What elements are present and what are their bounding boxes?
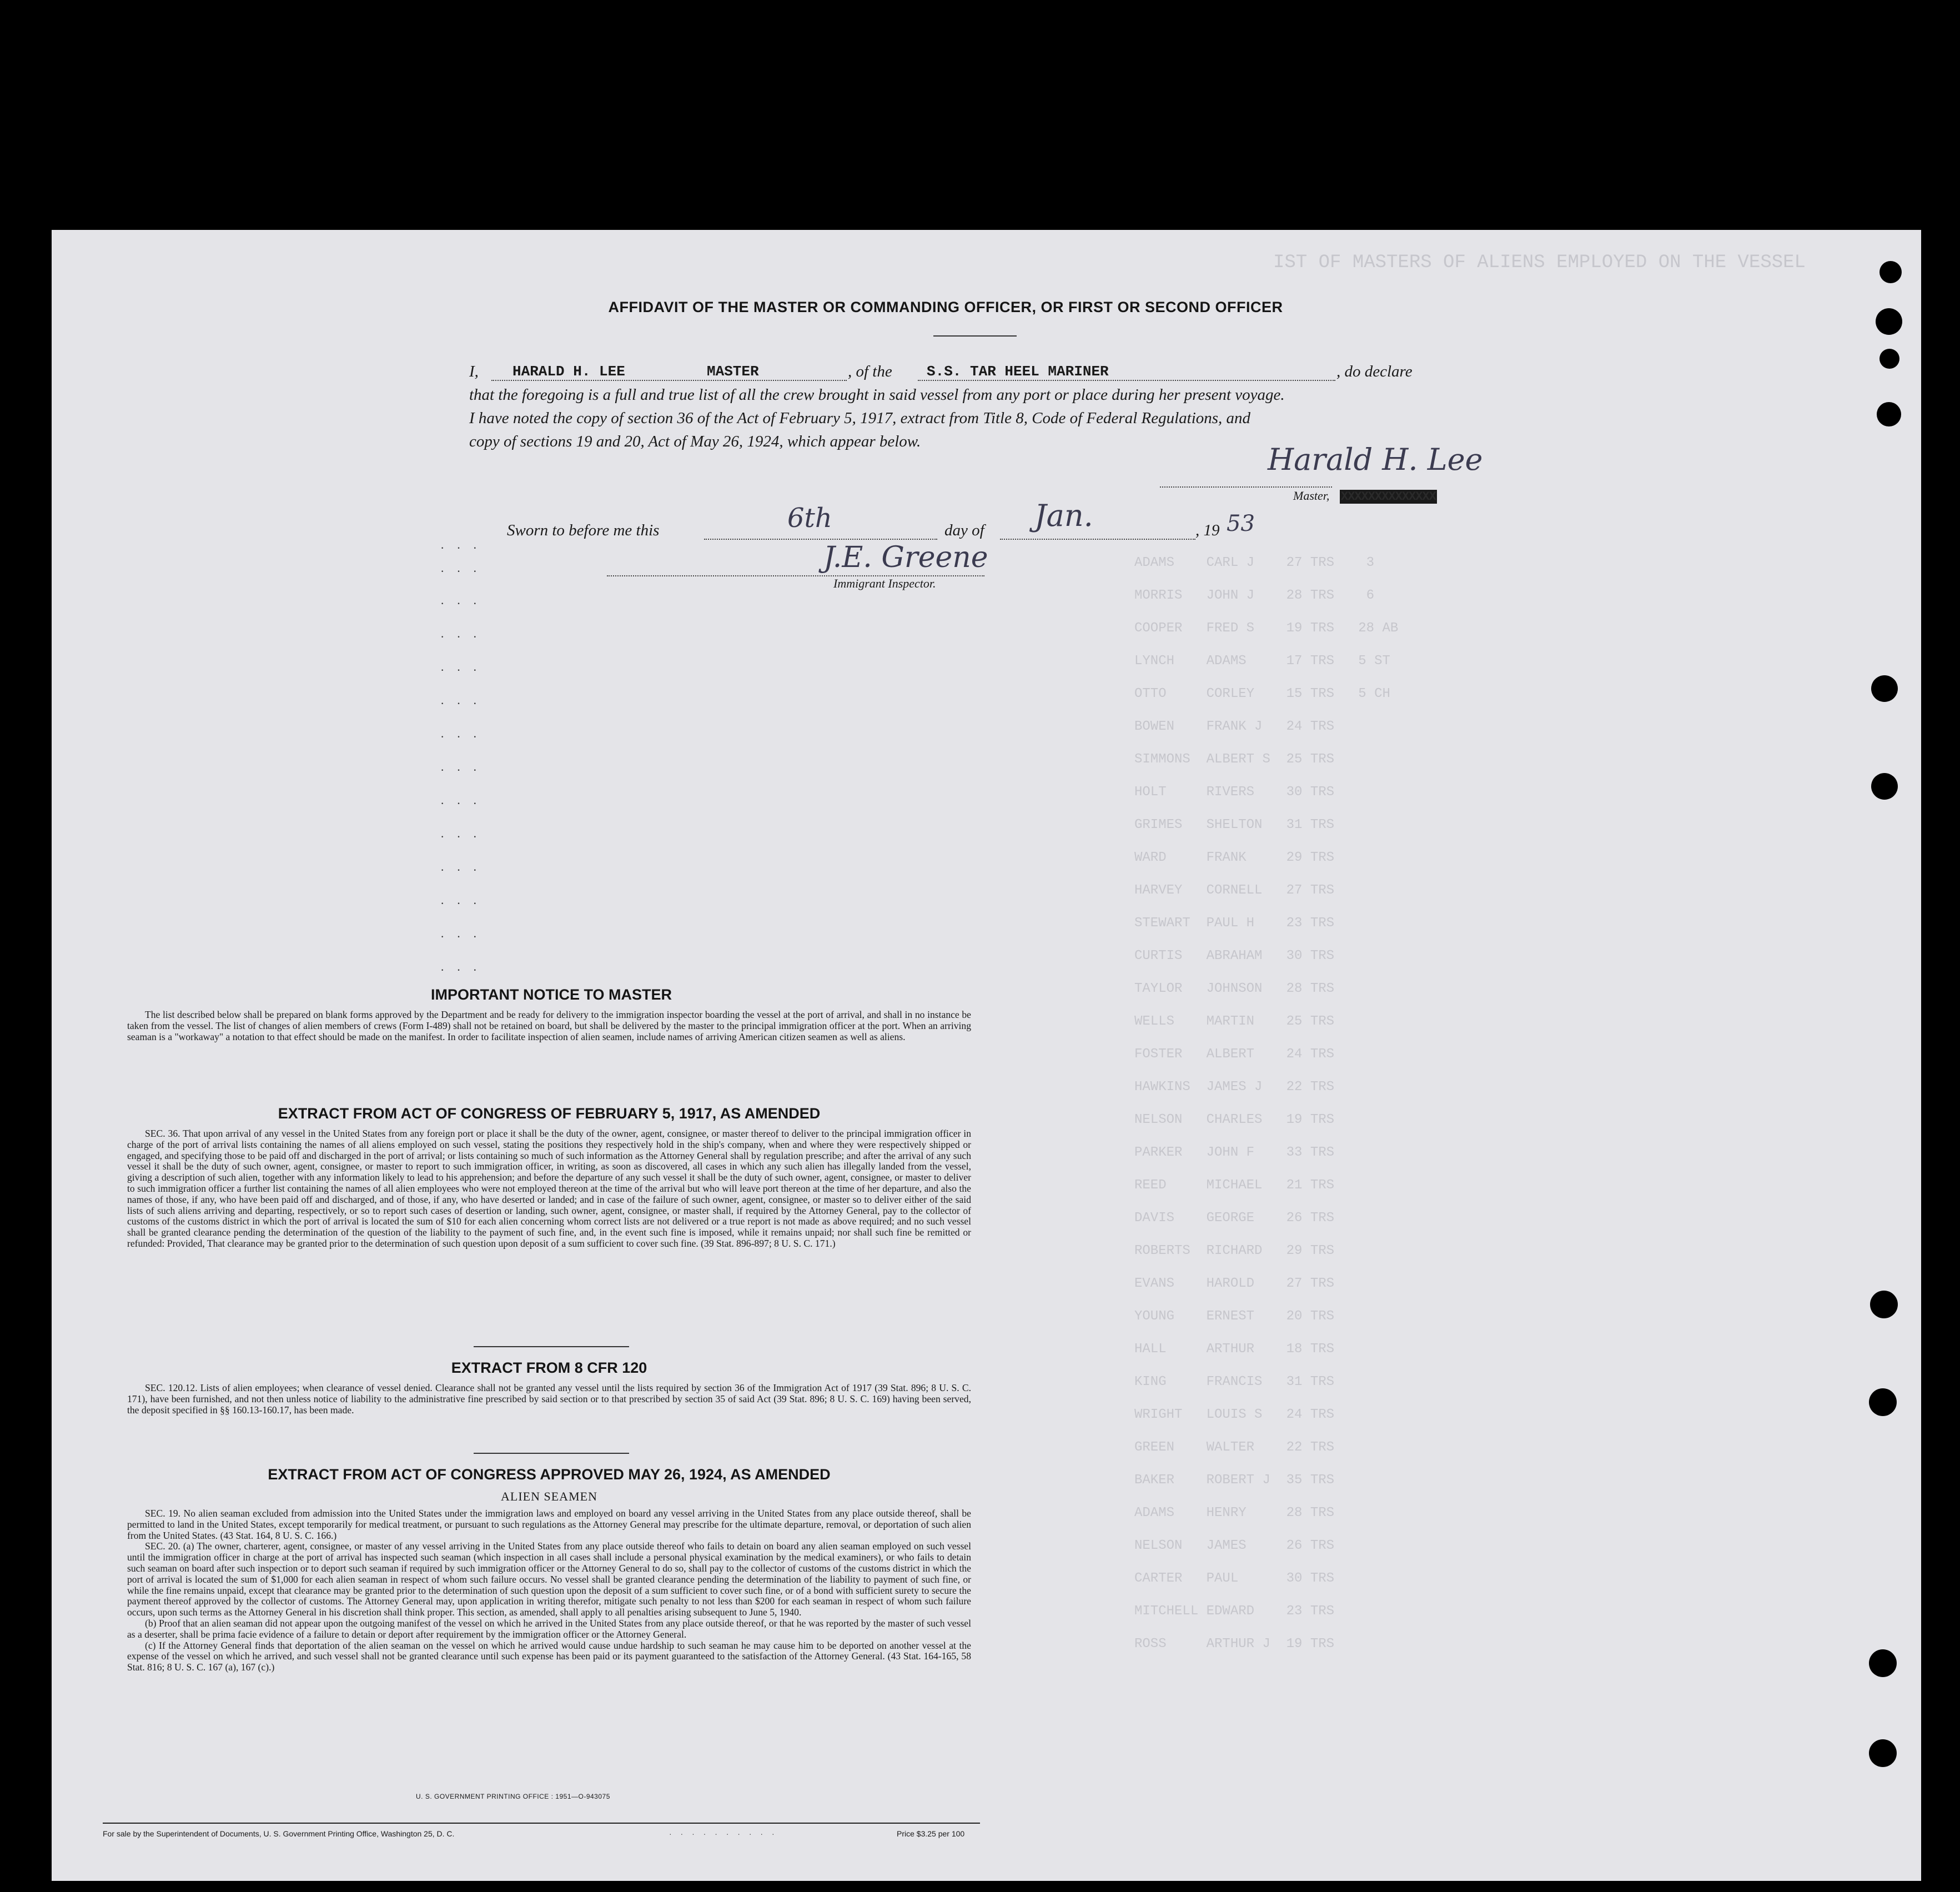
section-20a: SEC. 20. (a) The owner, charterer, agent, consignee, or master of any vessel arriving in the United States from any place outside thereof who fails to detain on board any alien seaman employed on such vessel until the immigration officer in charge at the port of arrival has inspected such seaman (which inspection in all cases shall include a personal physical examination by the medical examiners), or who fails to detain such seaman on board after such inspection or to deport such seaman if required by such immigration officer or the Attorney General to do so, shall pay to the collector of customs of the customs district in which the port of arrival is located the sum of $1,000 for each alien seaman in respect of whom such failure occurs. No vessel shall be granted clearance pending the determination of the liability to payment of such fine, or while the fine remains unpaid, except that clearance may be granted prior to the determination of such question upon the deposit of a sum sufficient to cover such fine, or of a bond with sufficient surety to secure the payment thereof approved by the collector of customs. The Attorney General may, upon application in writing therefor, mitigate such penalty to not less than $200 for each seaman in respect of whom such failure occurs, upon such terms as the Attorney General in his discretion shall think proper. This section, as amended, shall apply to all penalties arising subsequent to June 5, 1940. (127, 1540, 971, 1618)
punch-hole (1877, 402, 1901, 426)
year-value: 53 (1227, 511, 1255, 536)
section-20b: (b) Proof that an alien seaman did not appear upon the outgoing manifest of the vessel on which he arrived in the United States from any place outside thereof, or that he was reported by the master of such vessel as a deserter, shall be prima facie evidence of a failure to detain or deport after requirement by the immigration officer or the Attorney General. (127, 1617, 971, 1640)
section-20c: (c) If the Attorney General finds that deportation of the alien seaman on the vessel on which he arrived would cause undue hardship to such seaman he may cause him to be deported on another vessel at the expense of the vessel on which he arrived, and such vessel shall not be granted clearance until such expense has been paid or its payment guaranteed to the satisfaction of the Attorney General. (43 Stat. 164-165, 58 Stat. 816; 8 U. S. C. 167 (a), 167 (c).) (127, 1639, 971, 1673)
day-value: 6th (787, 503, 832, 534)
notice-paragraph: The list described below shall be prepared on blank forms approved by the Department and be ready for delivery to the immigration inspector boarding the vessel at the port of arrival, and shall in no instance be taken from the vessel. The list of changes of alien members of crews (Form I-489) shall not be retained on board, but shall be delivered by the master to the principal immigration officer at the port. When an arriving seaman is a "workaway" a notation to that effect should be made on the manifest. In order to facilitate inspection of alien seamen, include names of arriving American citizen seamen as well as aliens. (127, 1009, 971, 1042)
divider-1 (474, 1346, 629, 1347)
divider-2 (474, 1453, 629, 1454)
bleed-through-text: IST OF MASTERS OF ALIENS EMPLOYED ON THE VESSEL (1273, 252, 1806, 273)
master-label: Master, (1293, 489, 1330, 503)
of-the-label: , of the (848, 363, 892, 380)
vessel-name: S.S. TAR HEEL MARINER (927, 363, 1109, 380)
day-line (704, 539, 937, 540)
affidavit-title: AFFIDAVIT OF THE MASTER OR COMMANDING OFFICER, OR FIRST OR SECOND OFFICER (608, 299, 1283, 315)
month-value: Jan. (1034, 498, 1093, 533)
for-sale-note: For sale by the Superintendent of Documents, U. S. Government Printing Office, Washington 25, D. C. (103, 1829, 455, 1838)
punch-hole (1871, 675, 1898, 702)
punch-hole (1879, 349, 1899, 369)
sworn-label: Sworn to before me this (507, 521, 660, 539)
i-label: I, (469, 363, 479, 380)
affidavit-line-1 (469, 360, 1580, 385)
notice-text (127, 1010, 971, 1042)
punch-hole (1871, 773, 1898, 800)
month-line (1000, 539, 1195, 540)
extract-1917-text (127, 1128, 971, 1249)
master-rank: MASTER (707, 363, 759, 380)
section-19: SEC. 19. No alien seaman excluded from admission into the United States under the immigration laws and employed on board any vessel arriving in the United States from any place outside thereof, shall be permitted to land in the United States, except temporarily for medical treatment, or pursuant to such regulations as the Attorney General may prescribe for the ultimate departure, removal, or deportation of such alien from the United States. (43 Stat. 164, 8 U. S. C. 166.) (127, 1508, 971, 1541)
price-note: Price $3.25 per 100 (897, 1829, 965, 1838)
signature-line (1160, 486, 1332, 488)
punch-hole (1879, 261, 1902, 283)
punch-hole (1870, 1291, 1898, 1318)
extract-8cfr-title: EXTRACT FROM 8 CFR 120 (451, 1359, 647, 1376)
punch-hole (1869, 1388, 1897, 1416)
extract-1924-text (127, 1508, 971, 1673)
inspector-signature: J.E. Greene (823, 541, 988, 574)
day-of-label: day of (944, 521, 984, 539)
extract-1917-title: EXTRACT FROM ACT OF CONGRESS OF FEBRUARY 5, 1917, AS AMENDED (278, 1105, 821, 1122)
footer-rule (103, 1823, 980, 1824)
gpo-imprint: U. S. GOVERNMENT PRINTING OFFICE : 1951—O-943075 (416, 1793, 610, 1800)
struck-title: XXXXXXXXXXXXXX (1341, 490, 1436, 504)
affidavit-line-4: copy of sections 19 and 20, Act of May 26, 1924, which appear below. (469, 433, 921, 450)
section-36: SEC. 36. That upon arrival of any vessel in the United States from any foreign port or place it shall be the duty of the owner, agent, consignee, or master thereof to deliver to the principal immigration officer in charge of the port of arrival lists containing the names of all aliens employed on such vessel, stating the positions they respectively hold in the ship's company, when and where they were respectively shipped or engaged, and specifying those to be paid off and discharged in the port of arrival; or lists containing so much of such information as the Attorney General shall by regulation prescribe; and after the arrival of any such vessel it shall be the duty of such owner, agent, consignee, or master to report to such immigration officer, in writing, as soon as discovered, all cases in which any such alien has illegally landed from the vessel, giving a description of such alien, together with any information likely to lead to his apprehension; and before the departure of any such vessel it shall be the duty of such owner, agent, consignee, or master to deliver to such immigration officer a further list containing the names of all alien employees who were not employed thereon at the time of the arrival but who will leave port thereon at the time of her departure, and also the names of those, if any, who have been paid off and discharged, and of those, if any, who have deserted or landed; and in case of the failure of such owner, agent, consignee, or master so to deliver either of the said lists of such aliens arriving and departing, respectively, or so to report such cases of desertion or landing, such owner, agent, consignee, or master shall, if required by the Attorney General, pay to the collector of customs of the customs district in which the port of arrival is located the sum of $10 for each alien concerning whom correct lists are not delivered or a true report is not made as above required; and no such vessel shall be granted clearance pending the determination of the question of the liability to the payment of such fine, and, in the event such fine is imposed, while it remains unpaid; nor shall such fine be remitted or refunded: Provided, That clearance may be granted prior to the determination of such question upon deposit of a sum sufficient to cover such fine. (39 Stat. 896-897; 8 U. S. C. 171.) (127, 1128, 971, 1249)
inspector-label: Immigrant Inspector. (833, 576, 936, 590)
notice-title: IMPORTANT NOTICE TO MASTER (431, 986, 672, 1003)
bleed-through-rows: ADAMS CARL J 27 TRS 3 MORRIS JOHN J 28 TRS 6 COOPER FRED S 19 TRS 28 AB LYNCH ADAMS 17 TRS 5 ST OTTO CORLEY 15 TRS 5 CH BOWEN FRANK J 24 TRS SIMMONS ALBERT S 25 TRS HOLT RIVERS 30 TRS GRIMES SHELTON 31 TRS WARD FRANK 29 TRS HARVEY CORNELL 27 TRS STEWART PAUL H 23 TRS CURTIS ABRAHAM 30 TRS TAYLOR JOHNSON 28 TRS WELLS MARTIN 25 TRS FOSTER ALBERT 24 TRS HAWKINS JAMES J 22 TRS NELSON CHARLES 19 TRS PARKER JOHN F 33 TRS REED MICHAEL 21 TRS DAVIS GEORGE 26 TRS ROBERTS RICHARD 29 TRS EVANS HAROLD 27 TRS YOUNG ERNEST 20 TRS HALL ARTHUR 18 TRS KING FRANCIS 31 TRS WRIGHT LOUIS S 24 TRS GREEN WALTER 22 TRS BAKER ROBERT J 35 TRS ADAMS HENRY 28 TRS NELSON JAMES 26 TRS CARTER PAUL 30 TRS MITCHELL EDWARD 23 TRS ROSS ARTHUR J 19 TRS (1134, 555, 1399, 1652)
extract-1924-title: EXTRACT FROM ACT OF CONGRESS APPROVED MAY 26, 1924, AS AMENDED (268, 1466, 831, 1483)
punch-hole (1869, 1739, 1897, 1767)
master-signature: Harald H. Lee (1268, 442, 1483, 477)
dot-markers: ··· ··· ··· ··· ··· ··· ··· ··· ··· ··· ··· ··· ··· ··· (440, 541, 489, 977)
section-120-12: SEC. 120.12. Lists of alien employees; when clearance of vessel denied. Clearance shall not be granted any vessel until the lists required by section 36 of the Immigration Act of 1917 (39 Stat. 896; 8 U. S. C. 171), have been furnished, and not then unless notice of liability to the administrative fine prescribed by said section or to that prescribed by section 35 of said Act (39 Stat. 896; 8 U. S. C. 169) having been served, the deposit specified in §§ 160.13-160.17, has been made. (127, 1382, 971, 1416)
document-page (52, 230, 1921, 1881)
extract-8cfr-text (127, 1383, 971, 1416)
punch-hole (1869, 1649, 1897, 1677)
footer: For sale by the Superintendent of Documents, U. S. Government Printing Office, Washington 25, D. C. · · · · · · · · · · Price $3.25 per 100 (103, 1829, 965, 1838)
affidavit-line-3: I have noted the copy of section 36 of the Act of February 5, 1917, extract from Title 8, Code of Federal Regulations, and (469, 409, 1251, 427)
punch-hole (1876, 308, 1902, 335)
year-prefix: , 19 (1195, 521, 1220, 539)
master-name: HARALD H. LEE (512, 363, 625, 380)
sworn-line (507, 498, 1395, 544)
alien-seamen-subtitle: ALIEN SEAMEN (501, 1489, 597, 1503)
title-rule (933, 335, 1017, 337)
affidavit-line-2: that the foregoing is a full and true list of all the crew brought in said vessel from any port or place during her present voyage. (469, 386, 1285, 404)
do-declare-label: , do declare (1336, 363, 1413, 380)
